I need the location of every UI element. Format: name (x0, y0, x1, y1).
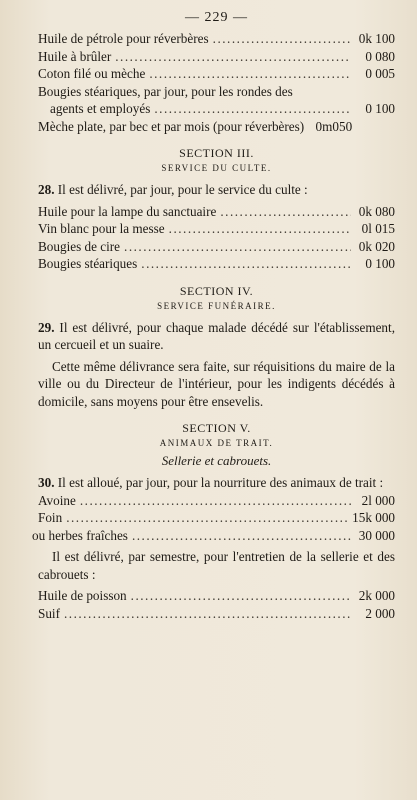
item-label: Huile à brûler (38, 48, 112, 64)
section-title: SECTION III. (179, 146, 254, 160)
article-number: 30. (38, 475, 55, 490)
list-item (38, 30, 395, 48)
list-item (38, 118, 395, 136)
section-subtitle: SERVICE DU CULTE. (161, 163, 272, 173)
article-text: Il est délivré, par jour, pour le service du culte : (54, 182, 308, 197)
item-value: 0k 100 (358, 31, 395, 46)
item-label: Mèche plate, par bec et par mois (pour réverbères) (38, 118, 305, 134)
sellerie-paragraph: Il est délivré, par semestre, pour l'entretien de la sellerie et des cabrouets : (38, 549, 395, 582)
list-item (38, 100, 395, 118)
item-label: Huile de pétrole pour réverbères (38, 31, 209, 46)
item-label: ou herbes fraîches (32, 527, 128, 543)
item-label: Vin blanc pour la messe (38, 221, 165, 236)
list-item (38, 65, 395, 83)
item-label: agents et employés (50, 101, 151, 116)
item-label: Coton filé ou mèche (38, 66, 146, 81)
list-item (38, 492, 395, 510)
list-item (38, 509, 395, 527)
item-label: Avoine (38, 492, 76, 508)
section-title: SECTION IV. (179, 283, 254, 298)
article-text: Il est délivré, pour chaque malade décédé sur l'établissement, un cercueil et un suaire. (38, 319, 395, 352)
article-number: 28. (38, 182, 55, 197)
article-28 (38, 181, 395, 199)
item-value: 0l 015 (361, 221, 395, 236)
article-number: 29. (38, 319, 55, 335)
page-number: — 229 — (185, 10, 248, 25)
article-29 (38, 319, 395, 354)
section-subtitle: ANIMAUX DE TRAIT. (159, 438, 274, 448)
item-label: Huile de poisson (38, 588, 127, 603)
item-label: Bougies stéariques (38, 256, 138, 271)
section-title: SECTION V. (182, 421, 251, 435)
item-value: 0 100 (365, 101, 395, 116)
article-text: Il est alloué, par jour, pour la nourriture des animaux de trait : (54, 475, 384, 490)
bougies-text: Bougies stéariques, par jour, pour les rondes des (38, 83, 293, 99)
list-item (38, 587, 395, 605)
list-item (38, 220, 395, 238)
section-italic-heading: Sellerie et cabrouets. (161, 453, 272, 468)
item-value: 0 005 (365, 66, 395, 81)
list-item (38, 238, 395, 256)
list-item (38, 605, 395, 623)
item-value: 15k 000 (352, 510, 395, 525)
item-value: 30 000 (358, 527, 395, 543)
list-item (38, 48, 395, 66)
item-value: 2 000 (365, 605, 395, 621)
list-item (38, 255, 395, 273)
item-value: 0 080 (365, 48, 395, 64)
article-30 (38, 474, 395, 492)
item-label: Suif (38, 605, 60, 621)
item-value: 0k 020 (358, 238, 395, 254)
item-label: Bougies de cire (38, 238, 121, 254)
item-value: 0 100 (365, 256, 395, 271)
item-label: Foin (38, 510, 63, 525)
list-item (32, 527, 395, 545)
item-value: 2l 000 (361, 492, 395, 508)
item-value: 0m050 (315, 118, 353, 134)
article-29-paragraph: Cette même délivrance sera faite, sur réquisitions du maire de la ville ou du Directeur de l'intérieur, pour les indigents décédés à domicile, sans moyens pour être ensevelis. (38, 358, 395, 409)
item-label: Huile pour la lampe du sanctuaire (38, 203, 217, 219)
list-item (38, 203, 395, 221)
item-value: 2k 000 (358, 588, 395, 603)
section-subtitle: SERVICE FUNÉRAIRE. (157, 300, 276, 311)
item-value: 0k 080 (358, 203, 395, 219)
